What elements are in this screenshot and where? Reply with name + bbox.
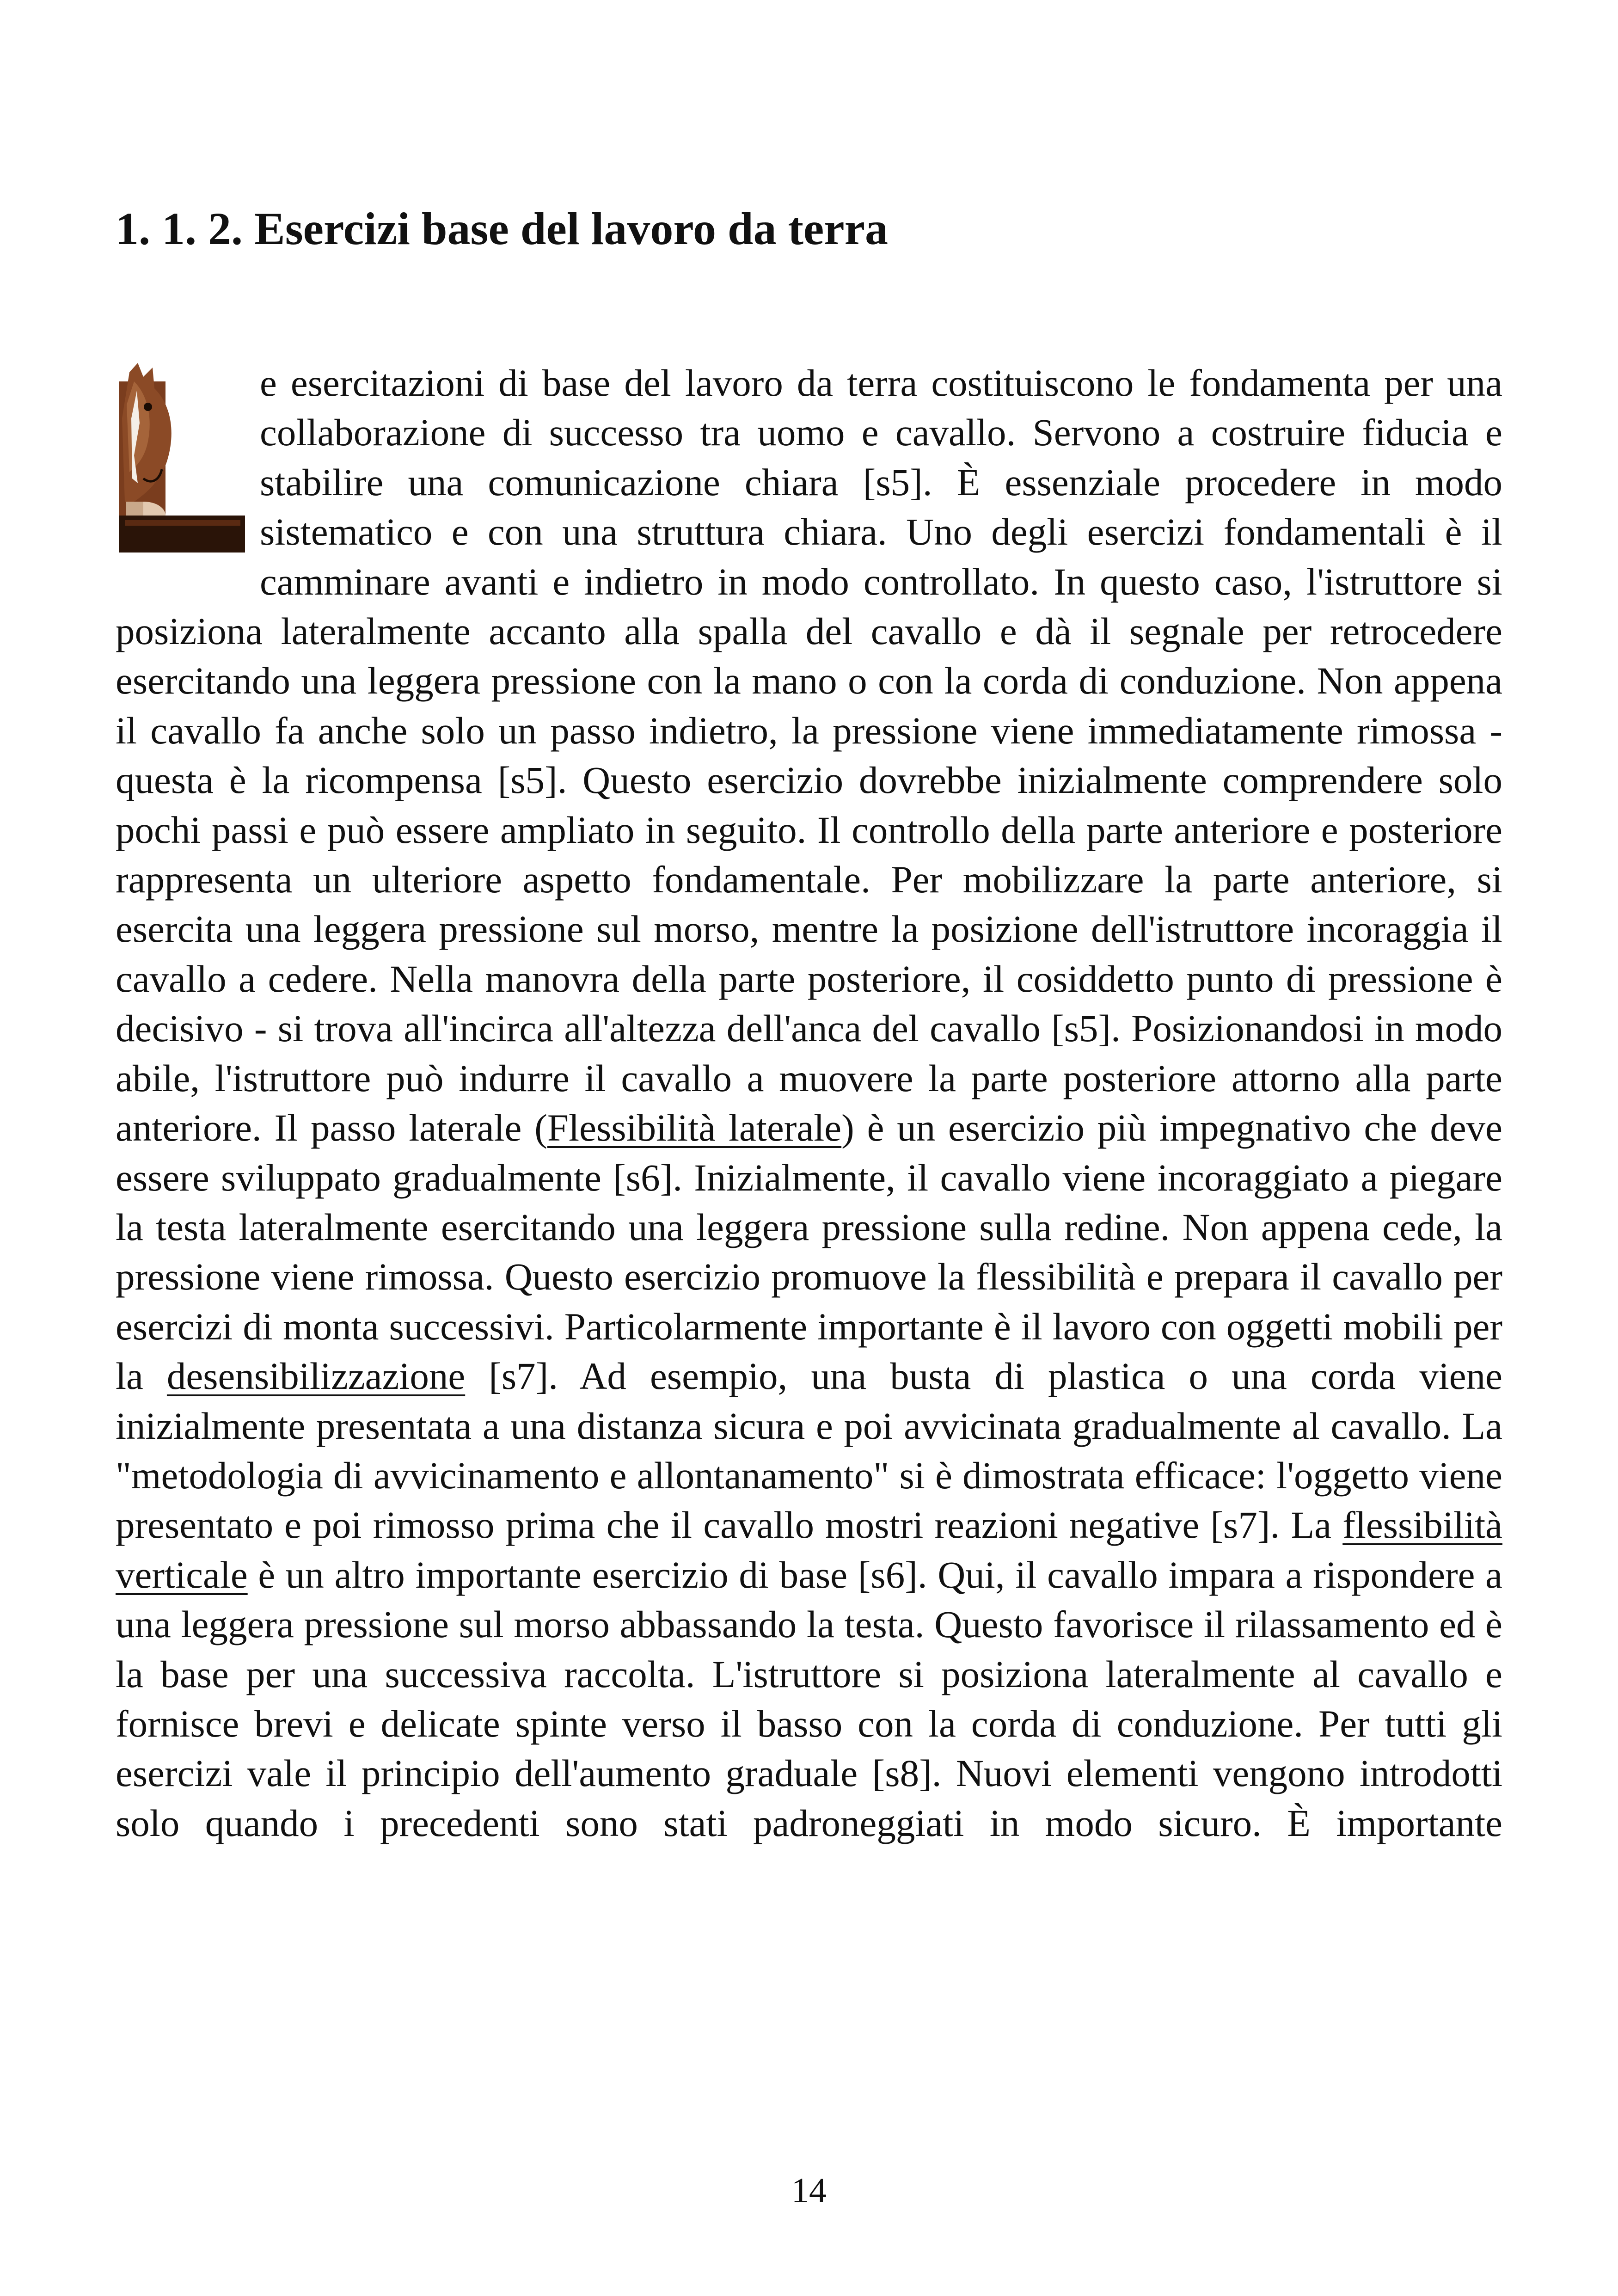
dropcap-horse-icon xyxy=(116,363,250,557)
section-heading: 1. 1. 2. Esercizi base del lavoro da terra xyxy=(116,203,889,254)
body-paragraph xyxy=(116,358,1502,1848)
page-number: 14 xyxy=(791,2171,827,2210)
paragraph-text-3: [s7]. Ad esempio, una busta di plastica o una corda viene inizialmente presentata a una distanza sicura e poi avvicinata gradualmente al cavallo. La "metodologia di avvicinamento e allontanamento" si è dimostrata efficace: l'oggetto viene presentato e poi rimosso prima che il cavallo mostri reazioni negative [s7]. La xyxy=(116,1355,1502,1547)
link-desensibilizzazione[interactable]: desensibilizzazione xyxy=(166,1355,466,1398)
paragraph-text-2: ) è un esercizio più impegnativo che deve essere sviluppato gradualmente [s6]. Inizialmente, il cavallo viene incoraggiato a piegare la testa lateralmente esercitando una leggera pressione sulla redine. Non appena cede, la pressione viene rimossa. Questo esercizio promuove la flessibilità e prepara il cavallo per esercizi di monta successivi. Particolarmente importante è il lavoro con oggetti mobili per la xyxy=(116,1106,1503,1398)
link-flessibilita-laterale[interactable]: Flessibilità laterale xyxy=(547,1106,842,1149)
paragraph-text-1: e esercitazioni di base del lavoro da terra costituiscono le fondamenta per una collaborazione di successo tra uomo e cavallo. Servono a costruire fiducia e stabilire una comunicazione chiara [s5]. È essenziale procedere in modo sistematico e con una struttura chiara. Uno degli esercizi fondamentali è il camminare avanti e indietro in modo controllato. In questo caso, l'istruttore si posiziona lateralmente accanto alla spalla del cavallo e dà il segnale per retrocedere esercitando una leggera pressione con la mano o con la corda di conduzione. Non appena il cavallo fa anche solo un passo indietro, la pressione viene immediatamente rimossa - questa è la ricompensa [s5]. Questo esercizio dovrebbe inizialmente comprendere solo pochi passi e può essere ampliato in seguito. Il controllo della parte anteriore e posteriore rappresenta un ulteriore aspetto fondamentale. Per mobilizzare la parte anteriore, si esercita una leggera pressione sul morso, mentre la posizione dell'istruttore incoraggia il cavallo a cedere. Nella manovra della parte posteriore, il cosiddetto punto di pressione è decisivo - si trova all'incirca all'altezza dell'anca del cavallo [s5]. Posizionandosi in modo abile, l'istruttore può indurre il cavallo a muovere la parte posteriore attorno alla parte anteriore. Il passo laterale ( xyxy=(116,362,1502,1149)
paragraph-text-4: è un altro importante esercizio di base [s6]. Qui, il cavallo impara a rispondere a una leggera pressione sul morso abbassando la testa. Questo favorisce il rilassamento ed è la base per una successiva raccolta. L'istruttore si posiziona lateralmente al cavallo e fornisce brevi e delicate spinte verso il basso con la corda di conduzione. Per tutti gli esercizi vale il principio dell'aumento graduale [s8]. Nuovi elementi vengono introdotti solo quando i precedenti sono stati padroneggiati in modo sicuro. È importante xyxy=(116,1553,1502,1844)
link-flessibilita-verticale[interactable]: flessibilità verticale xyxy=(116,1504,1502,1596)
